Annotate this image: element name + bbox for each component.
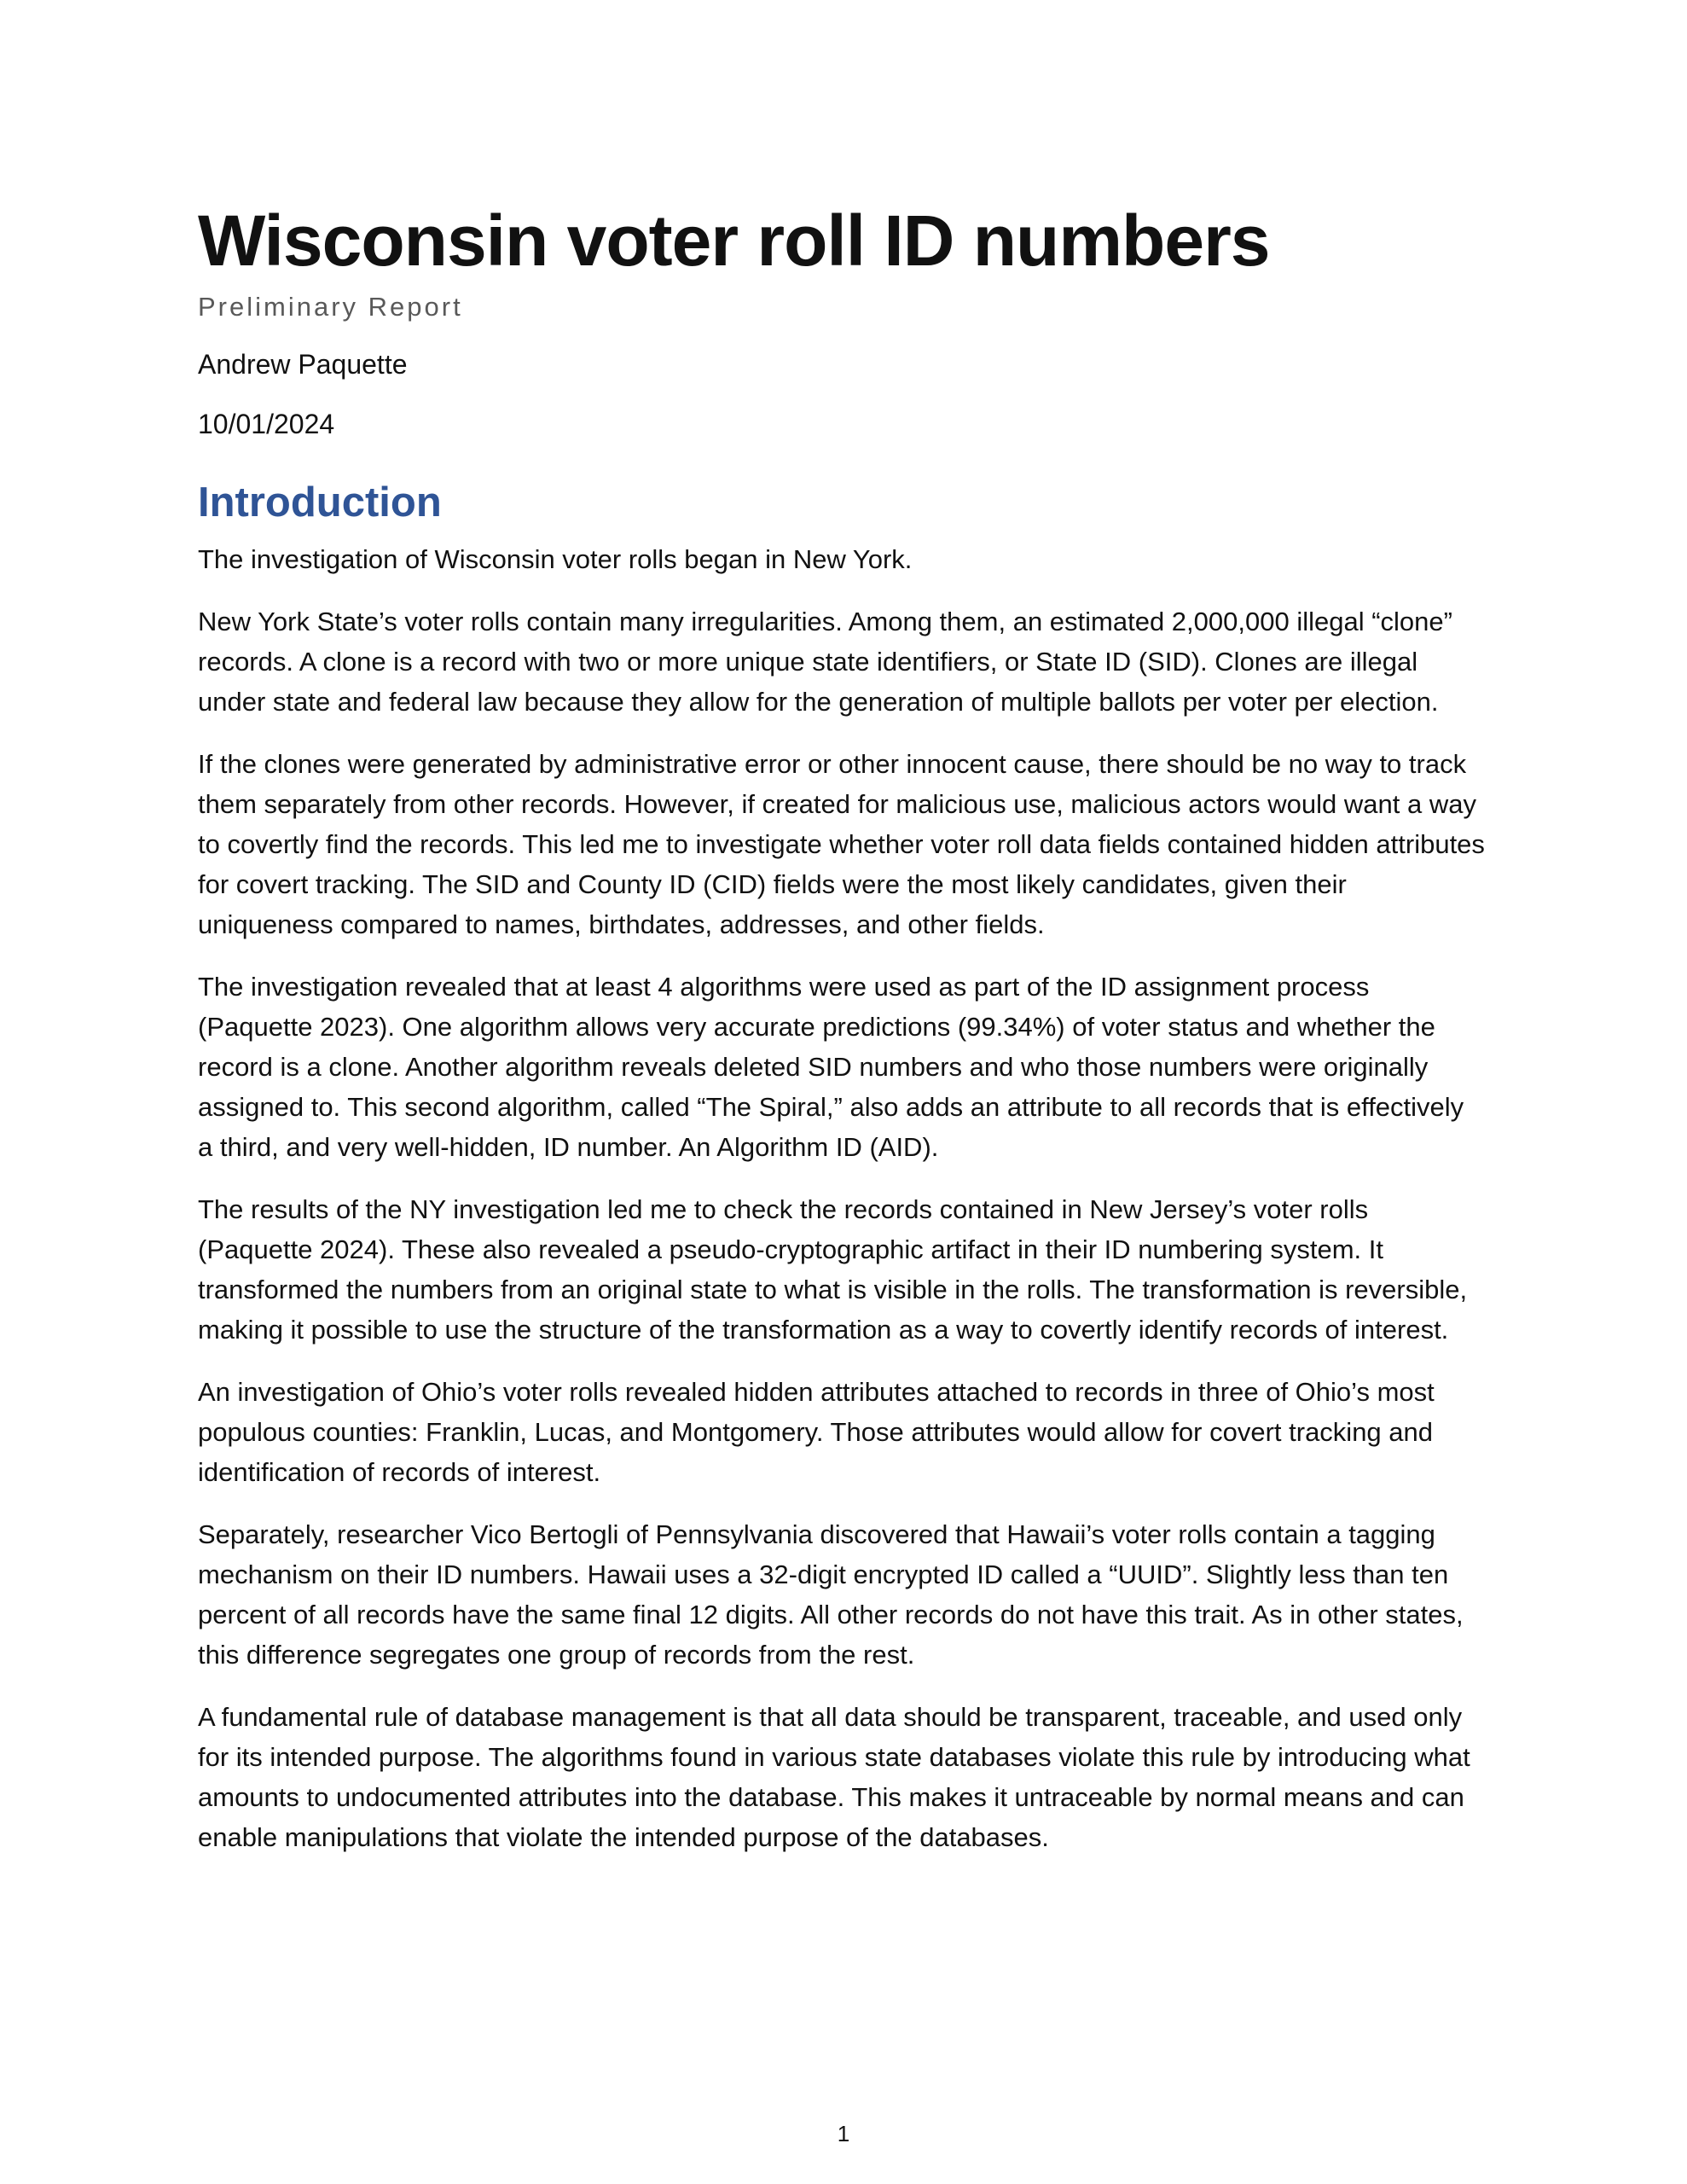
section-heading-introduction: Introduction (198, 479, 442, 526)
paragraph: An investigation of Ohio’s voter rolls revealed hidden attributes attached to records in three of Ohio’s most populous counties: Franklin, Lucas, and Montgomery. Those attributes would allow for covert tracking and identification of records of interest. (198, 1377, 1435, 1487)
introduction-paragraphs (198, 539, 1486, 1857)
paragraph: The results of the NY investigation led me to check the records contained in New Jersey’s voter rolls (Paquette 2024). These also revealed a pseudo-cryptographic artifact in their ID numbering system. It transformed the numbers from an original state to what is visible in the rolls. The transformation is reversible, making it possible to use the structure of the transformation as a way to covertly identify records of interest. (198, 1194, 1468, 1345)
document-title: Wisconsin voter roll ID numbers (198, 200, 1270, 281)
author-name: Andrew Paquette (198, 349, 408, 380)
paragraph: The investigation revealed that at least 4 algorithms were used as part of the ID assignment process (Paquette 2023). One algorithm allows very accurate predictions (99.34%) of voter status and whether the record is a clone. Another algorithm reveals deleted SID numbers and who those numbers were originally assigned to. This second algorithm, called “The Spiral,” also adds an attribute to all records that is effectively a third, and very well-hidden, ID number. An Algorithm ID (AID). (198, 972, 1464, 1162)
page-number: 1 (837, 2121, 850, 2146)
paragraph: New York State’s voter rolls contain many irregularities. Among them, an estimated 2,000,000 illegal “clone” records. A clone is a record with two or more unique state identifiers, or State ID (SID). Clones are illegal under state and federal law because they allow for the generation of multiple ballots per voter per election. (198, 607, 1452, 717)
paragraph: The investigation of Wisconsin voter rolls began in New York. (198, 544, 913, 574)
document-body (198, 200, 1486, 1879)
paragraph: A fundamental rule of database management is that all data should be transparent, traceable, and used only for its intended purpose. The algorithms found in various state databases violate this rule by introducing what amounts to undocumented attributes into the database. This makes it untraceable by normal means and can enable manipulations that violate the intended purpose of the databases. (198, 1702, 1470, 1852)
document-date: 10/01/2024 (198, 409, 335, 439)
paragraph: Separately, researcher Vico Bertogli of Pennsylvania discovered that Hawaii’s voter rolls contain a tagging mechanism on their ID numbers. Hawaii uses a 32-digit encrypted ID called a “UUID”. Slightly less than ten percent of all records have the same final 12 digits. All other records do not have this trait. As in other states, this difference segregates one group of records from the rest. (198, 1519, 1464, 1670)
paragraph: If the clones were generated by administrative error or other innocent cause, there should be no way to track them separately from other records. However, if created for malicious use, malicious actors would want a way to covertly find the records. This led me to investigate whether voter roll data fields contained hidden attributes for covert tracking. The SID and County ID (CID) fields were the most likely candidates, given their uniqueness compared to names, birthdates, addresses, and other fields. (198, 749, 1485, 939)
document-subtitle: Preliminary Report (198, 292, 463, 322)
